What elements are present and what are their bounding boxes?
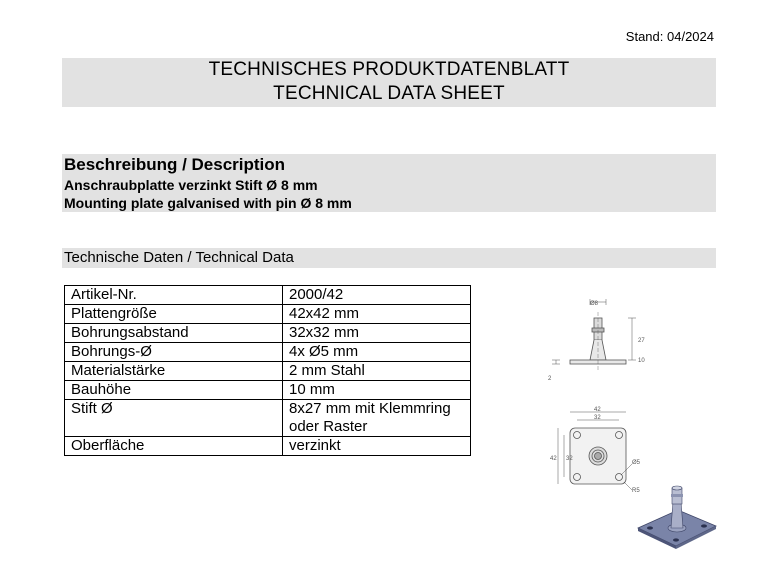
label-thickness: 2 bbox=[548, 376, 552, 382]
table-row bbox=[65, 324, 471, 343]
title-english: TECHNICAL DATA SHEET bbox=[273, 83, 505, 104]
issue-date: Stand: 04/2024 bbox=[625, 29, 714, 44]
row-value: 8x27 mm mit Klemmring oder Raster bbox=[283, 400, 471, 437]
row-value: 42x42 mm bbox=[283, 305, 471, 324]
label-height: 10 bbox=[638, 358, 645, 364]
side-view-drawing bbox=[552, 299, 636, 372]
technical-drawings bbox=[528, 292, 728, 552]
label-hole-pitch-height: 32 bbox=[566, 456, 573, 462]
label-plate-height: 42 bbox=[550, 456, 557, 462]
drawing-svg bbox=[528, 292, 728, 552]
label-plate-width: 42 bbox=[594, 407, 601, 413]
technical-data-heading: Technische Daten / Technical Data bbox=[64, 249, 294, 266]
row-value: 4x Ø5 mm bbox=[283, 343, 471, 362]
table-row bbox=[65, 400, 471, 437]
label-pin-dia: Ø8 bbox=[590, 301, 599, 307]
table-row bbox=[65, 381, 471, 400]
description-heading: Beschreibung / Description bbox=[64, 155, 286, 174]
row-key: Oberfläche bbox=[65, 437, 283, 456]
product-3d-illustration bbox=[638, 486, 716, 549]
row-value: 2000/42 bbox=[283, 286, 471, 305]
label-radius: R5 bbox=[632, 488, 640, 494]
row-key: Materialstärke bbox=[65, 362, 283, 381]
row-value: 10 mm bbox=[283, 381, 471, 400]
table-row bbox=[65, 305, 471, 324]
table-row bbox=[65, 343, 471, 362]
top-view-drawing bbox=[558, 412, 632, 490]
label-pin-len: 27 bbox=[638, 338, 645, 344]
description-english: Mounting plate galvanised with pin Ø 8 mm bbox=[64, 195, 352, 211]
table-row bbox=[65, 362, 471, 381]
table-row bbox=[65, 437, 471, 456]
title-german: TECHNISCHES PRODUKTDATENBLATT bbox=[208, 59, 570, 80]
row-key: Artikel-Nr. bbox=[65, 286, 283, 305]
technical-data-band bbox=[62, 248, 716, 268]
row-value: 2 mm Stahl bbox=[283, 362, 471, 381]
row-key: Bohrungsabstand bbox=[65, 324, 283, 343]
label-hole-pitch-width: 32 bbox=[594, 415, 601, 421]
row-value: verzinkt bbox=[283, 437, 471, 456]
label-hole-dia: Ø5 bbox=[632, 460, 641, 466]
row-key: Plattengröße bbox=[65, 305, 283, 324]
description-german: Anschraubplatte verzinkt Stift Ø 8 mm bbox=[64, 177, 318, 193]
document-title-band bbox=[62, 58, 716, 107]
row-key: Bauhöhe bbox=[65, 381, 283, 400]
table-row bbox=[65, 286, 471, 305]
row-value: 32x32 mm bbox=[283, 324, 471, 343]
description-band bbox=[62, 154, 716, 212]
row-key: Stift Ø bbox=[65, 400, 283, 437]
row-key: Bohrungs-Ø bbox=[65, 343, 283, 362]
technical-data-table bbox=[64, 285, 471, 456]
